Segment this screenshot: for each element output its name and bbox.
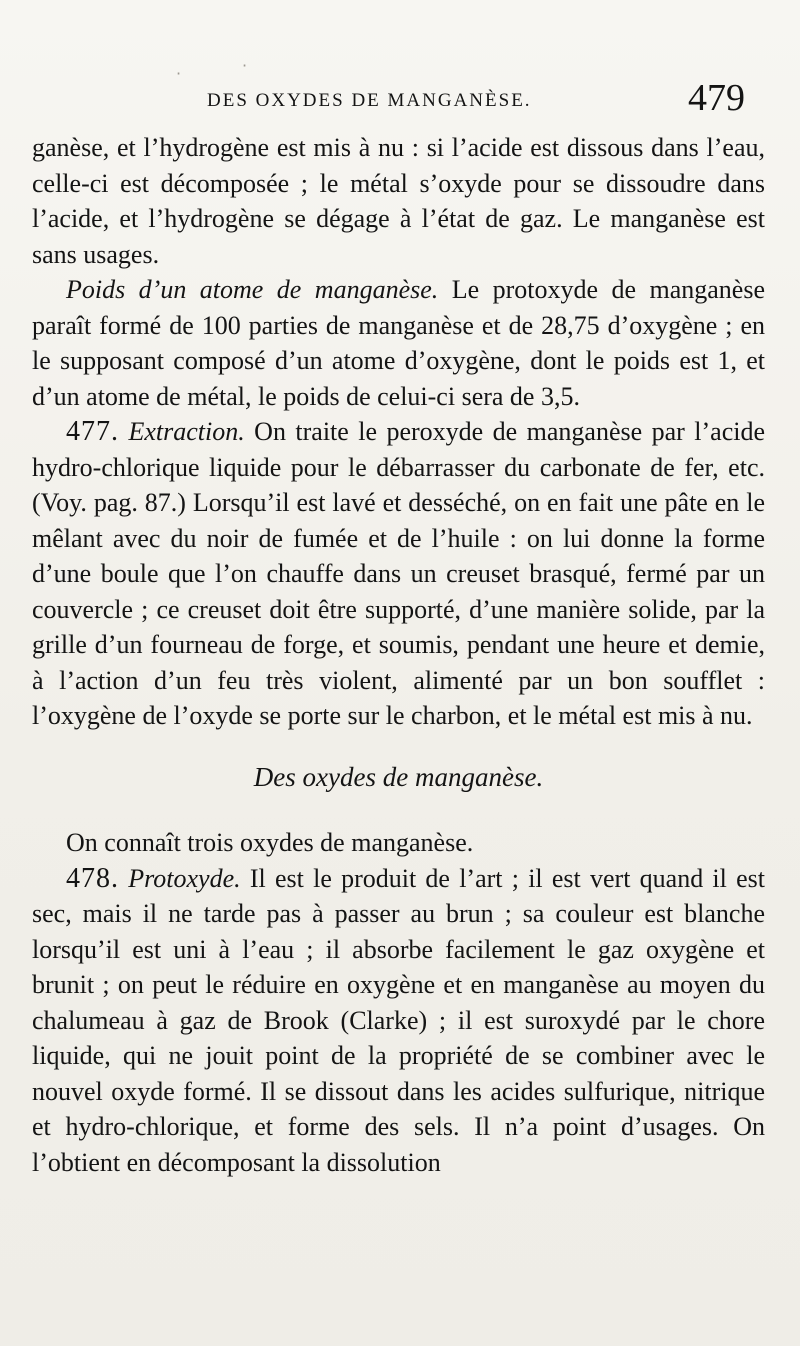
paragraph-text: ganèse, et l’hydrogène est mis à nu : si l’acide est dissous dans l’eau, celle-ci est décomposée ; le métal s’oxyde pour se dissoudre dans l’acide, et l’hydrogène se dégage à l’état de gaz. Le manganèse est sans usages. bbox=[32, 133, 765, 269]
paragraph-478-protoxyde bbox=[32, 861, 765, 1181]
run-in-heading: Extraction. bbox=[128, 417, 245, 446]
paragraph-text: On connaît trois oxydes de manganèse. bbox=[66, 828, 474, 857]
paragraph-number: 478. bbox=[66, 862, 119, 894]
run-in-heading: Poids d’un atome de manganèse. bbox=[66, 275, 439, 304]
page-header bbox=[0, 78, 800, 128]
paragraph-477-extraction bbox=[32, 414, 765, 734]
page-body bbox=[32, 130, 765, 1180]
paragraph-text: On traite le peroxyde de manganèse par l’acide hydro-chlorique liquide pour le débarrasser du carbonate de fer, etc. (Voy. pag. 87.) Lorsqu’il est lavé et desséché, on en fait une pâte en le mêlant avec du noir de fumée et de l’huile : on lui donne la forme d’une boule que l’on chauffe dans un creuset brasqué, fermé par un couvercle ; ce creuset doit être supporté, d’une manière solide, par la grille d’un fourneau de forge, et soumis, pendant une heure et demie, à l’action d’un feu très violent, alimenté par un bon soufflet : l’oxygène de l’oxyde se porte sur le charbon, et le métal est mis à nu. bbox=[32, 417, 765, 730]
scan-speck: · bbox=[176, 64, 182, 83]
scan-speck: · bbox=[242, 56, 248, 75]
paragraph-text: Le protoxyde de manganèse paraît formé de 100 parties de manganèse et de 28,75 d’oxygène ; en le supposant composé d’un atome d’oxygène, dont le poids est 1, et d’un atome de métal, le poids de celui-ci sera de 3,5. bbox=[32, 275, 766, 411]
page-number: 479 bbox=[688, 77, 745, 119]
paragraph-continuation bbox=[32, 130, 765, 272]
paragraph-number: 477. bbox=[66, 416, 119, 447]
run-in-heading: Protoxyde. bbox=[128, 863, 241, 893]
paragraph-text: Il est le produit de l’art ; il est vert quand il est sec, mais il ne tarde pas à passer au brun ; sa couleur est blanche lorsqu’il est uni à l’eau ; il absorbe facilement le gaz oxygène et brunit ; on peut le réduire en oxygène et en manganèse au moyen du chalumeau à gaz de Brook (Clarke) ; il est suroxydé par le chore liquide, qui ne jouit point de la propriété de se combiner avec le nouvel oxyde formé. Il se dissout dans les acides sulfurique, nitrique et hydro-chlorique, et forme des sels. Il n’a point d’usages. On l’obtient en décomposant la dissolution bbox=[32, 863, 765, 1177]
running-title: DES OXYDES DE MANGANÈSE. bbox=[207, 90, 532, 111]
section-heading: Des oxydes de manganèse. bbox=[253, 761, 544, 792]
paragraph-three-oxides bbox=[32, 825, 765, 861]
paragraph-atomic-weight bbox=[32, 272, 765, 414]
